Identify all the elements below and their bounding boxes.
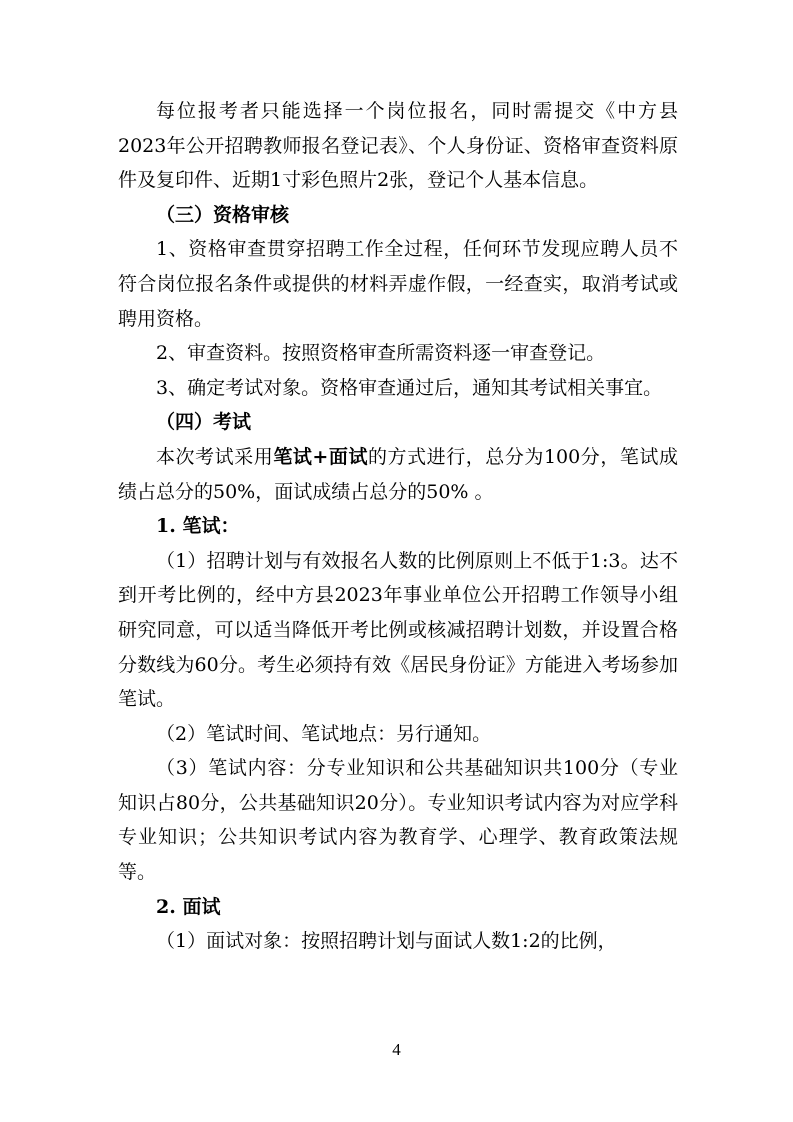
- paragraph-review-item-2: 2、审查资料。按照资格审查所需资料逐一审查登记。: [156, 342, 606, 365]
- exam-method-bold: 笔试+面试: [273, 445, 368, 468]
- paragraph-written-content: （3）笔试内容：分专业知识和公共基础知识共100分（专业知识占80分，公共基础知识20分）。专业知识考试内容为对应学科专业知识；公共知识考试内容为教育学、心理学、教育政策法规等。: [118, 757, 678, 884]
- heading-written-exam: 1. 笔试：: [156, 515, 240, 538]
- body-text: [118, 94, 678, 959]
- paragraph-written-time: （2）笔试时间、笔试地点：另行通知。: [156, 722, 492, 745]
- heading-interview: 2. 面试: [156, 895, 221, 918]
- heading-qualification-review: （三）资格审核: [156, 203, 290, 226]
- paragraph-review-item-3: 3、确定考试对象。资格审查通过后，通知其考试相关事宜。: [156, 376, 663, 399]
- paragraph-exam-method: [118, 440, 678, 509]
- paragraph-review-item-1: 1、资格审查贯穿招聘工作全过程，任何环节发现应聘人员不符合岗位报名条件或提供的材料弄虚作假，一经查实，取消考试或聘用资格。: [118, 238, 678, 330]
- page-number: 4: [392, 1040, 401, 1059]
- paragraph-interview-target: （1）面试对象：按照招聘计划与面试人数1:2的比例，: [156, 930, 617, 953]
- paragraph-written-ratio: （1）招聘计划与有效报名人数的比例原则上不低于1:3。达不到开考比例的，经中方县2023年事业单位公开招聘工作领导小组研究同意，可以适当降低开考比例或核减招聘计划数，并设置合格分数线为60分。考生必须持有效《居民身份证》方能进入考场参加笔试。: [118, 549, 678, 711]
- heading-exam: （四）考试: [156, 411, 252, 434]
- paragraph-registration: 每位报考者只能选择一个岗位报名，同时需提交《中方县2023年公开招聘教师报名登记表》、个人身份证、资格审查资料原件及复印件、近期1寸彩色照片2张，登记个人基本信息。: [118, 100, 678, 192]
- exam-method-text-after: 的方式进行，总分为100分，笔试成绩占总分的50%，面试成绩占总分的50% 。: [118, 445, 678, 503]
- exam-method-text-before: 本次考试采用: [156, 445, 274, 468]
